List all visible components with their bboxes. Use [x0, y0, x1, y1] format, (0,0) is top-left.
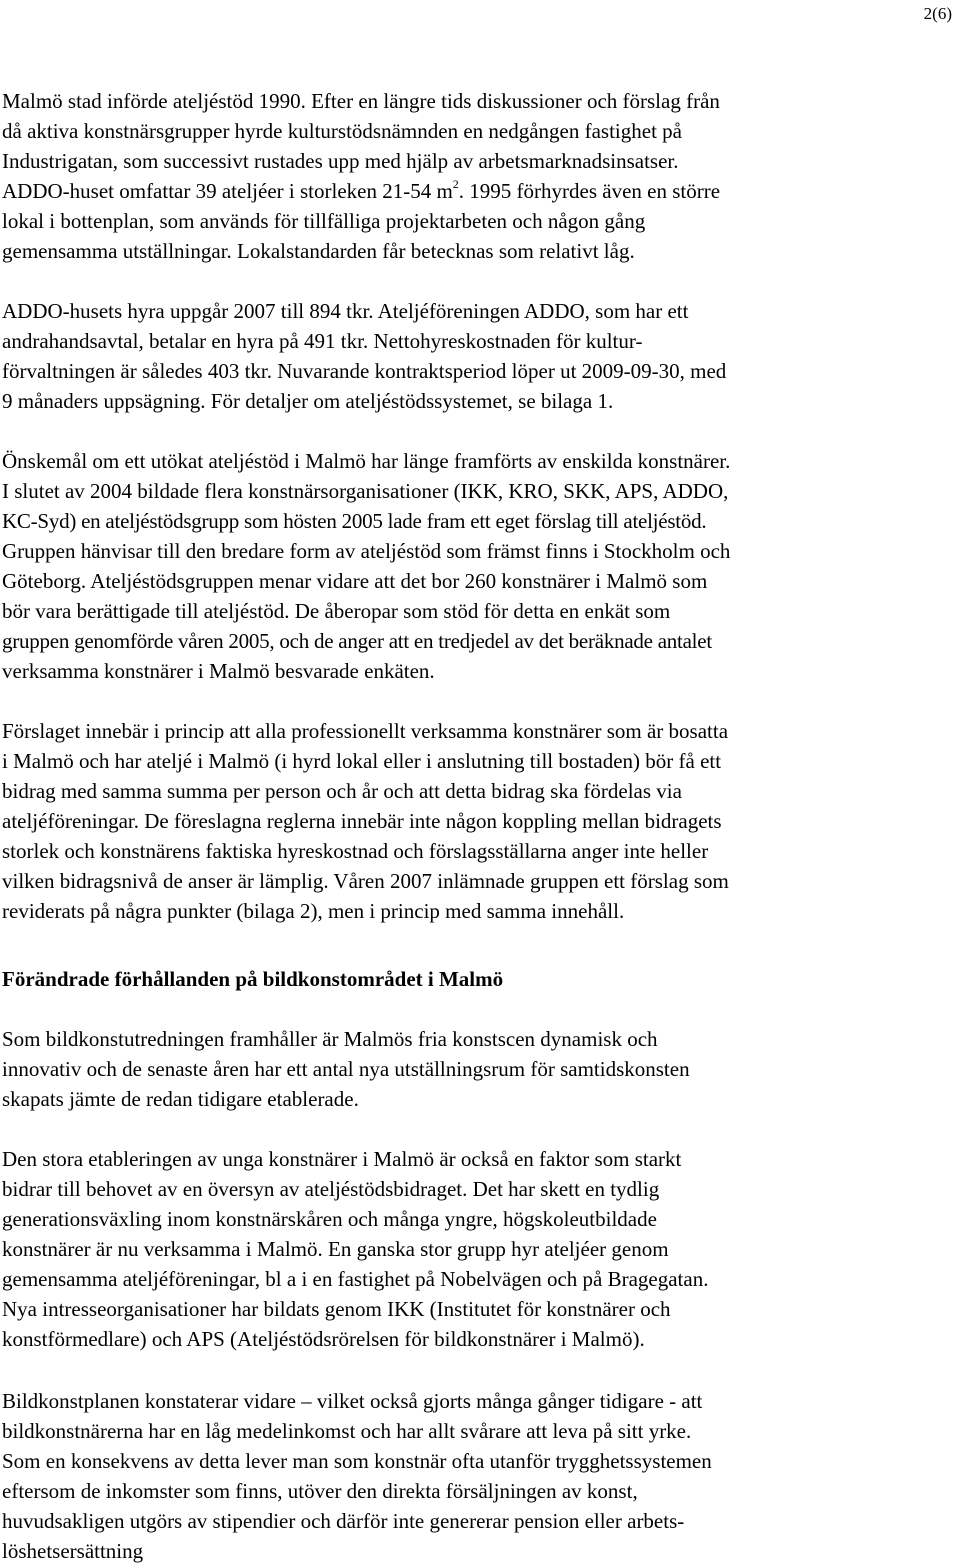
- text-line: Malmö stad införde ateljéstöd 1990. Efter en längre tids diskussioner och förslag från: [2, 89, 720, 113]
- text-line: gemensamma ateljéföreningar, bl a i en fastighet på Nobelvägen och på Bragegatan.: [2, 1267, 709, 1291]
- text-line: storlek och konstnärens faktiska hyreskostnad och förslagsställarna anger inte heller: [2, 839, 709, 863]
- page-number: 2(6): [923, 4, 952, 23]
- text-line: Som bildkonstutredningen framhåller är Malmös fria konstscen dynamisk och: [2, 1027, 658, 1051]
- text-line: verksamma konstnärer i Malmö besvarade enkäten.: [2, 659, 435, 683]
- text-line: förvaltningen är således 403 tkr. Nuvarande kontraktsperiod löper ut 2009-09-30, med: [2, 359, 727, 383]
- text-line: Nya intresseorganisationer har bildats genom IKK (Institutet för konstnärer och: [2, 1297, 671, 1321]
- text-line: innovativ och de senaste åren har ett antal nya utställningsrum för samtidskonsten: [2, 1057, 690, 1081]
- text-line: Gruppen hänvisar till den bredare form av ateljéstöd som främst finns i Stockholm och: [2, 539, 731, 563]
- text-line: i Malmö och har ateljé i Malmö (i hyrd lokal eller i anslutning till bostaden) bör få ett: [2, 749, 722, 773]
- text-line: gruppen genomförde våren 2005, och de anger att en tredjedel av det beräknade antalet: [2, 629, 712, 653]
- text-line: Önskemål om ett utökat ateljéstöd i Malmö har länge framförts av enskilda konstnärer.: [2, 449, 731, 473]
- text-line: skapats jämte de redan tidigare etablerade.: [2, 1087, 359, 1111]
- text-span: ADDO-huset omfattar 39 ateljéer i storleken 21-54 m: [2, 179, 453, 203]
- text-line: reviderats på några punkter (bilaga 2), men i princip med samma innehåll.: [2, 899, 625, 923]
- text-line: [2, 176, 720, 206]
- text-line: I slutet av 2004 bildade flera konstnärsorganisationer (IKK, KRO, SKK, APS, ADDO,: [2, 479, 729, 503]
- text-line: gemensamma utställningar. Lokalstandarden får betecknas som relativt låg.: [2, 239, 635, 263]
- text-span: . 1995 förhyrdes även en större: [458, 179, 721, 203]
- text-line: andrahandsavtal, betalar en hyra på 491 tkr. Nettohyreskostnaden för kultur-: [2, 329, 643, 353]
- text-line: Förslaget innebär i princip att alla professionellt verksamma konstnärer som är bosatta: [2, 719, 729, 743]
- text-line: löshetsersättning: [2, 1539, 144, 1563]
- text-line: KC-Syd) en ateljéstödsgrupp som hösten 2005 lade fram ett eget förslag till ateljéstöd.: [2, 509, 707, 533]
- text-line: bör vara berättigade till ateljéstöd. De åberopar som stöd för detta en enkät som: [2, 599, 671, 623]
- text-line: bidrar till behovet av en översyn av ateljéstödsbidraget. Det har skett en tydlig: [2, 1177, 660, 1201]
- text-line: 9 månaders uppsägning. För detaljer om ateljéstödssystemet, se bilaga 1.: [2, 389, 614, 413]
- superscript: 2: [452, 177, 459, 191]
- text-line: huvudsakligen utgörs av stipendier och därför inte genererar pension eller arbets-: [2, 1509, 685, 1533]
- text-line: då aktiva konstnärsgrupper hyrde kulturstödsnämnden en nedgången fastighet på: [2, 119, 682, 143]
- text-line: konstnärer är nu verksamma i Malmö. En ganska stor grupp hyr ateljéer genom: [2, 1237, 669, 1261]
- text-line: Den stora etableringen av unga konstnärer i Malmö är också en faktor som starkt: [2, 1147, 682, 1171]
- text-line: ADDO-husets hyra uppgår 2007 till 894 tkr. Ateljéföreningen ADDO, som har ett: [2, 299, 689, 323]
- text-line: vilken bidragsnivå de anser är lämplig. Våren 2007 inlämnade gruppen ett förslag som: [2, 869, 729, 893]
- text-line: generationsväxling inom konstnärskåren och många yngre, högskoleutbildade: [2, 1207, 657, 1231]
- text-line: bildkonstnärerna har en låg medelinkomst och har allt svårare att leva på sitt yrke.: [2, 1419, 692, 1443]
- text-line: konstförmedlare) och APS (Ateljéstödsrörelsen för bildkonstnärer i Malmö).: [2, 1327, 645, 1351]
- section-heading: Förändrade förhållanden på bildkonstområdet i Malmö: [2, 967, 504, 991]
- text-line: eftersom de inkomster som finns, utöver den direkta försäljningen av konst,: [2, 1479, 638, 1503]
- text-line: Som en konsekvens av detta lever man som konstnär ofta utanför trygghetssystemen: [2, 1449, 712, 1473]
- text-line: Göteborg. Ateljéstödsgruppen menar vidare att det bor 260 konstnärer i Malmö som: [2, 569, 708, 593]
- text-line: ateljéföreningar. De föreslagna reglerna innebär inte någon koppling mellan bidragets: [2, 809, 722, 833]
- text-line: Industrigatan, som successivt rustades upp med hjälp av arbetsmarknadsinsatser.: [2, 149, 679, 173]
- text-line: bidrag med samma summa per person och år och att detta bidrag ska fördelas via: [2, 779, 682, 803]
- text-line: Bildkonstplanen konstaterar vidare – vilket också gjorts många gånger tidigare - att: [2, 1389, 703, 1413]
- text-line: lokal i bottenplan, som används för tillfälliga projektarbeten och någon gång: [2, 209, 646, 233]
